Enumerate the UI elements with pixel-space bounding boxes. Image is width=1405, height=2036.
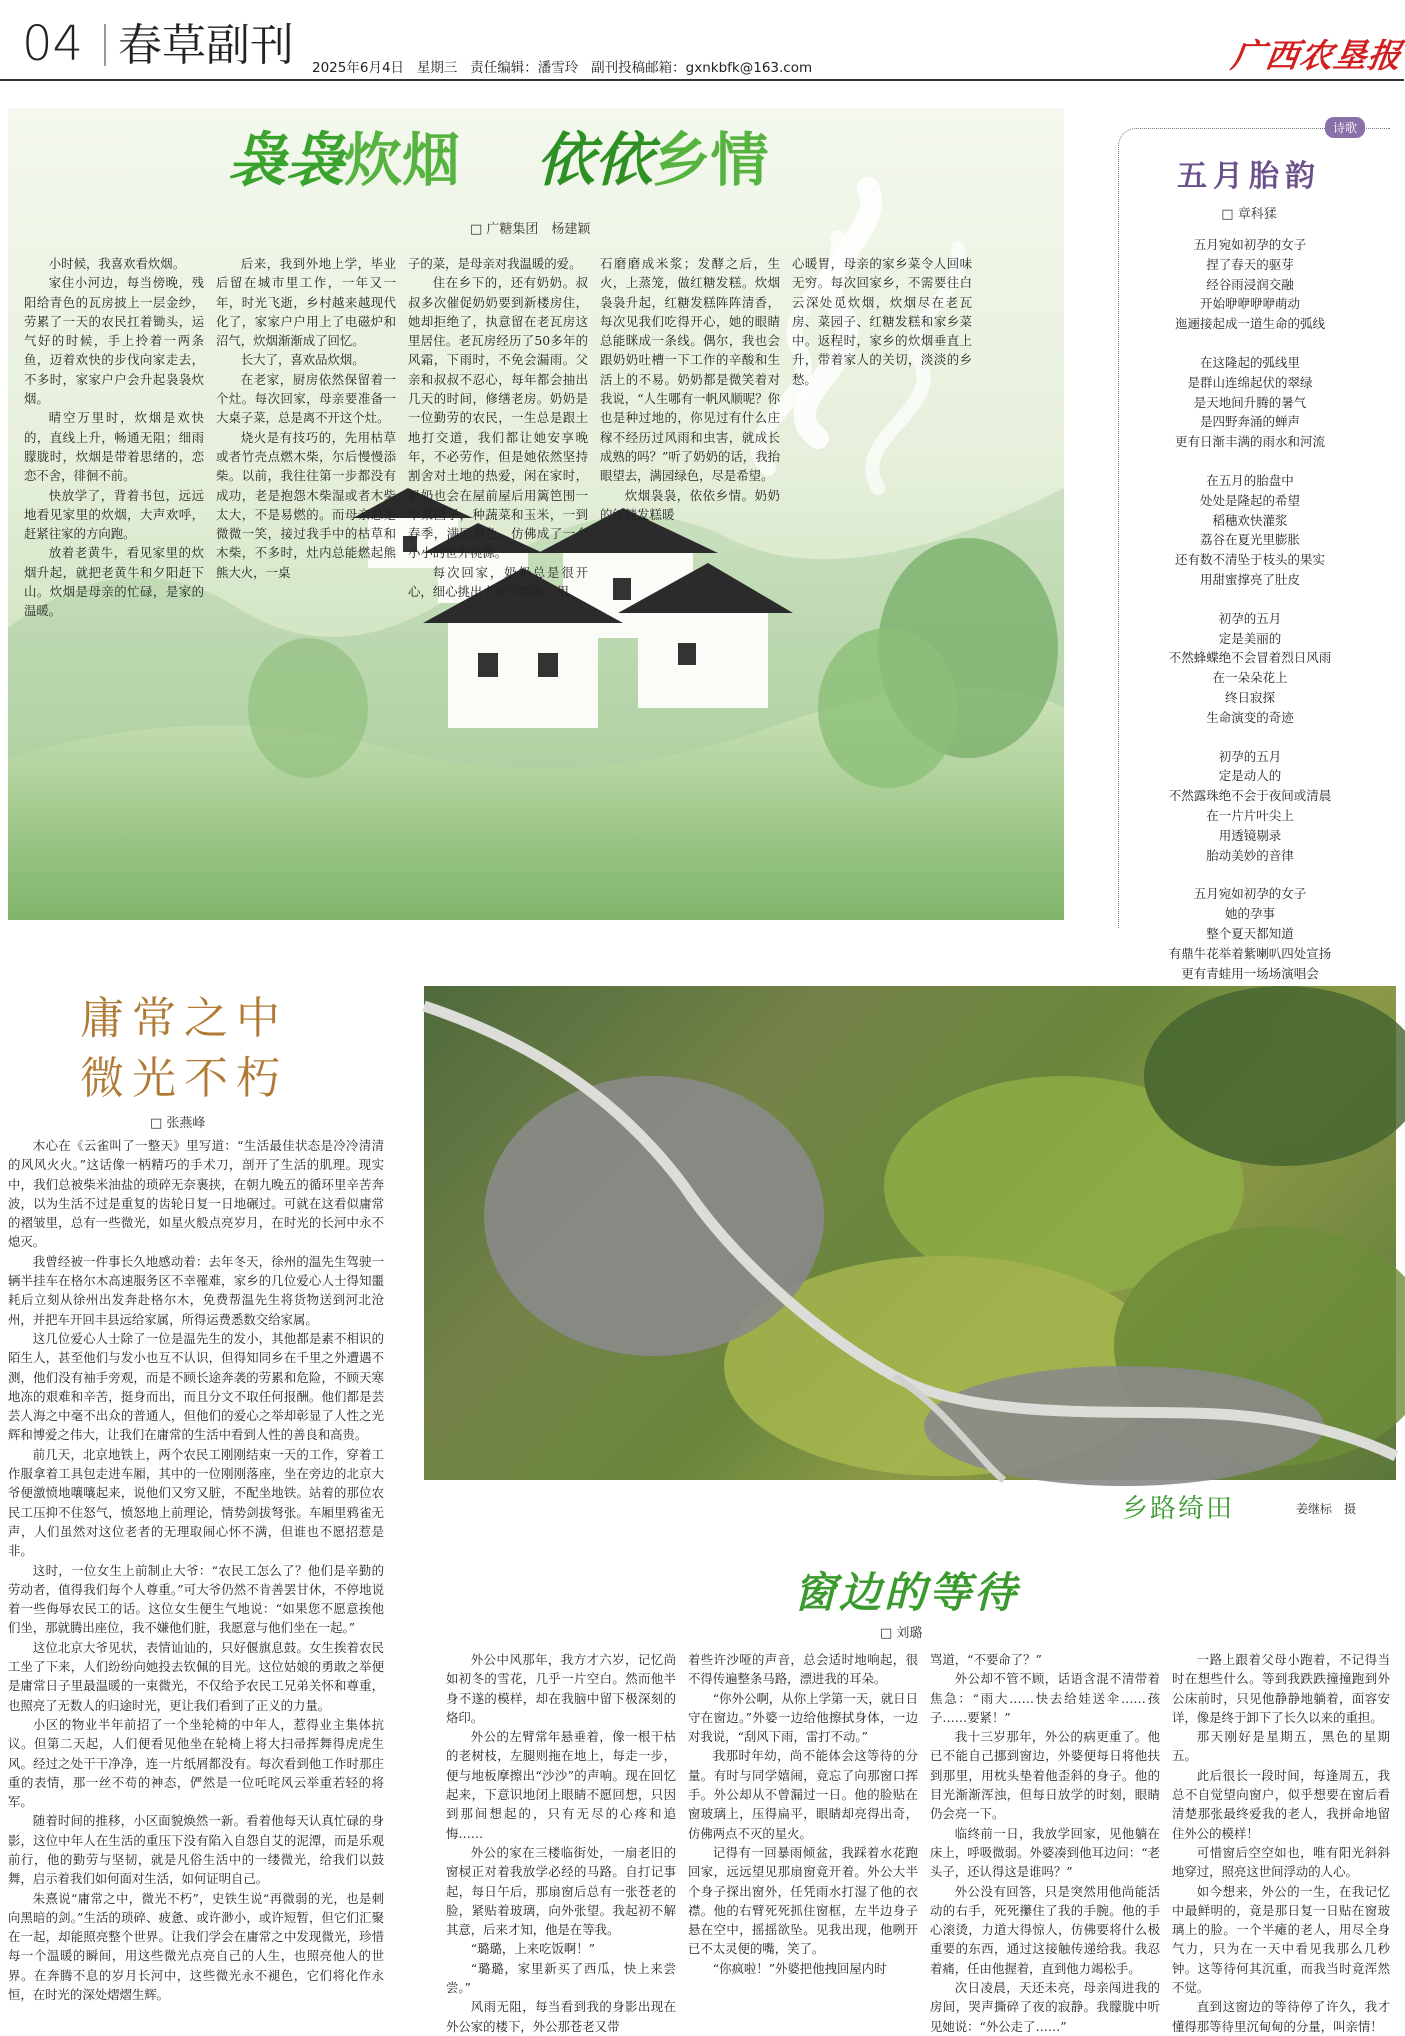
poem-line: 在一片片叶尖上 (1206, 807, 1294, 823)
paragraph: 这几位爱心人士除了一位是温先生的发小，其他都是素不相识的陌生人，甚至他们与发小也互不认识，但得知同乡在千里之外遭遇不测，他们没有袖手旁观，而是不顾长途奔袭的劳累和危险，不顾天寒地冻的艰难和辛苦，挺身而出，而且分文不取任何报酬。他们都是芸芸人海之中毫不出众的普通人，但他们的爱心之举却彰显了人性之光辉和博爱之伟大，让我们在庸常的生活中看到人性的善良和高贵。 (8, 1330, 384, 1443)
poem-line: 在五月的胎盘中 (1206, 472, 1294, 488)
poem-line: 是天地间升腾的暑气 (1193, 394, 1307, 410)
poem-line: 还有数不清坠于枝头的果实 (1174, 552, 1325, 568)
paragraph: 木心在《云雀叫了一整天》里写道：“生活最佳状态是冷冷清清的风风火火。”这话像一柄精巧的手术刀，剖开了生活的肌理。现实中，我们总被柴米油盐的琐碎无奈裹挟，在朝九晚五的循环里辛苦奔波，以为生活不过是重复的齿轮日复一日地碾过。可就在这看似庸常的褶皱里，总有一些微光，如星火般点亮岁月，在时光的长河中永不熄灭。 (8, 1138, 384, 1250)
poem-line: 她的孕事 (1224, 906, 1275, 922)
article3 (424, 1540, 1396, 2034)
paragraph: 着些许沙哑的声音，总会适时地响起，很不得传遍整条马路，漂进我的耳朵。 (688, 1652, 918, 1687)
title-word-3: 依依 (536, 126, 653, 194)
poem-line: 用甜蜜撑亮了肚皮 (1199, 571, 1300, 587)
header-date: 2025年6月4日 (312, 60, 405, 76)
poem-line: 是四野奔涌的蝉声 (1199, 414, 1300, 430)
paragraph: “你外公啊，从你上学第一天，就日日守在窗边。”外婆一边给他擦拭身体，一边对我说，“刮风下雨，雷打不动。” (688, 1690, 918, 1745)
paragraph: 这位北京大爷见状，表情讪讪的，只好偃旗息鼓。女生挨着农民工坐了下来，人们纷纷向她投去钦佩的目光。这位姑娘的勇敢之举便是庸常日子里最温暖的一束微光，不仅给予农民工兄弟关怀和尊重，也照亮了无数人的归途时光，更让我们看到了正义的力量。 (8, 1639, 384, 1713)
poem-line: 胎动美妙的音律 (1206, 847, 1294, 863)
paragraph: 直到这窗边的等待停了许久，我才懂得那等待里沉甸甸的分量，叫亲情！ (1172, 1999, 1390, 2034)
poem-line: 更有青蛙用一场场演唱会 (1181, 965, 1319, 981)
paragraph: 此后很长一段时间，每逢周五，我总不自觉望向窗户，似乎想要在窗后看清楚那张最终爱我的老人，我拼命地留住外公的模样！ (1172, 1767, 1390, 1841)
article1-panel (8, 108, 1064, 920)
paragraph: “璐璐，家里新买了西瓜，快上来尝尝。” (446, 1960, 676, 1996)
article2-title-line1: 庸常之中 (80, 993, 288, 1044)
poem-line: 经谷雨浸润交融 (1206, 276, 1294, 292)
article3-byline: □ 刘璐 (880, 1626, 923, 1641)
paragraph: 心暖胃，母亲的家乡菜令人回味无穷。每次回家乡，不需要往白云深处觅炊烟，炊烟尽在老瓦房、菜园子、红糖发糕和家乡菜中。返程时，家乡的炊烟垂直上升，带着家人的关切，淡淡的乡愁。 (792, 256, 972, 387)
paragraph: 外公却不管不顾，话语含混不清带着焦急：“雨大……快去给娃送伞……孩子……要紧！” (930, 1671, 1160, 1725)
article2-title-line2: 微光不朽 (80, 1053, 288, 1104)
paragraph: 小时候，我喜欢看炊烟。 (48, 256, 186, 271)
newspaper-logo: 广西农垦报 (1228, 36, 1405, 75)
header-info (312, 56, 812, 76)
paragraph: 住在乡下的，还有奶奶。叔叔多次催促奶奶要到新楼房住，她却拒绝了，执意留在老瓦房这里居住。老瓦房经历了50多年的风霜，下雨时，不免会漏雨。父亲和叔叔不忍心，每年都会抽出几天的时间，修缮老房。奶奶是一位勤劳的农民，一生总是跟土地打交道，我们都让她安享晚年，不必劳作，但是她依然坚持割舍对土地的热爱，闲在家时，奶奶也会在屋前屋后用篱笆围一个菜园子，种蔬菜和玉米，一到春季，满园春色，仿佛成了一个小小的世外桃源。 (408, 275, 588, 561)
poem-author: □ 章科猱 (1221, 207, 1277, 222)
paragraph: 外公没有回答，只是突然用他尚能活动的右手，死死攥住了我的手腕。他的手心滚烫，力道大得惊人，仿佛要将什么极重要的东西，通过这接触传递给我。我忍着痛，任由他握着，直到他力竭松手。 (930, 1883, 1160, 1976)
article1-col-2 (216, 254, 396, 614)
poem-title: 五月胎韵 (1177, 159, 1321, 194)
poem-line: 有鼎牛花举着紫喇叭四处宣扬 (1168, 945, 1332, 961)
header-email: 副刊投稿邮箱：gxnkbfk@163.com (591, 60, 813, 76)
poem-line: 处处是隆起的希望 (1199, 492, 1300, 508)
paragraph: “你疯啦！”外婆把他拽回屋内时 (712, 1960, 887, 1976)
section-title: 春草副刊 (118, 20, 294, 71)
paragraph: 朱熹说“庸常之中，微光不朽”，史铁生说“再微弱的光，也是刺向黑暗的剑。”生活的琐碎、疲惫、或许渺小，或许短暂，但它们汇聚在一起，却能照亮整个世界。让我们学会在庸常之中发现微光，珍惜每一个温暖的瞬间，用这些微光点亮自己的人生，也照亮他人的世界。在奔腾不息的岁月长河中，这些微光永不褪色，它们将化作永恒，在时光的深处熠熠生辉。 (8, 1890, 384, 2003)
article3-col-4 (1172, 1650, 1390, 2034)
page-header (0, 0, 1404, 80)
paragraph: 如今想来，外公的一生，在我记忆中最鲜明的，竟是那日复一日贴在窗玻璃上的脸。一个半瘫的老人，用尽全身气力，只为在一天中看见我那么几秒钟。这等待何其沉重，而我当时竟浑然不觉。 (1172, 1883, 1390, 1996)
article1-col-4 (600, 254, 780, 614)
poem-line: 荔谷在夏光里膨胀 (1199, 532, 1300, 548)
photo-caption: 乡路绮田 (1122, 1494, 1235, 1524)
article1-col-1 (24, 254, 204, 619)
article3-col-2 (688, 1650, 918, 2018)
poem-line: 是群山连绵起伏的翠绿 (1187, 374, 1313, 390)
poem-tag: 诗歌 (1325, 117, 1365, 138)
poem-line: 整个夏天都知道 (1206, 925, 1294, 941)
paragraph: 石磨磨成米浆；发酵之后，生火，上蒸笼，做红糖发糕。炊烟袅袅升起，红糖发糕阵阵清香，每次见我们吃得开心，她的眼睛总能眯成一条线。偶尔，我也会跟奶奶吐槽一下工作的辛酸和生活上的不易。奶奶都是微笑着对我说，“人生哪有一帆风顺呢？你也是种过地的，你见过有什么庄稼不经历过风雨和虫害，就成长成熟的吗？”听了奶奶的话，我抬眼望去，满园绿色，尽是希望。 (600, 256, 780, 484)
title-word-4: 乡情 (652, 126, 769, 194)
paragraph: 炊烟袅袅，依依乡情。奶奶的红糖发糕暖 (600, 487, 780, 522)
paragraph: 这时，一位女生上前制止大爷：“农民工怎么了？他们是辛勤的劳动者，值得我们每个人尊重。”可大爷仍然不肯善罢甘休，不停地说着一些侮辱农民工的话。这位女生便生气地说：“如果您不愿意挨他们坐，那就腾出座位，我不嫌他们脏，我愿意与他们坐在一起。” (8, 1562, 384, 1636)
paragraph: 子的菜，是母亲对我温暖的爱。 (408, 256, 582, 271)
header-editor: 责任编辑：潘雪玲 (470, 60, 579, 76)
poem-line: 稻穗欢快灌浆 (1212, 512, 1288, 528)
aerial-photo-art (424, 986, 1396, 1480)
article3-col-3 (930, 1650, 1160, 2034)
article3-title: 窗边的等待 (794, 1568, 1020, 1617)
poem-line: 更有日渐丰满的雨水和河流 (1174, 434, 1325, 450)
paragraph: 随着时间的推移，小区面貌焕然一新。看着他每天认真忙碌的身影，这位中年人在生活的重压下没有陷入自怨自艾的泥潭，而是乐观前行，他的勤劳与坚韧，就是凡俗生活中的一缕微光，给我们以鼓舞，启示着我们如何面对生活，如何证明自己。 (8, 1813, 384, 1887)
paragraph: 长大了，喜欢品炊烟。 (240, 352, 365, 368)
article2 (0, 960, 420, 2020)
article2-body (8, 1136, 384, 2012)
poem-line: 终日寂探 (1224, 689, 1275, 705)
paragraph: 晴空万里时，炊烟是欢快的，直线上升，畅通无阻；细雨朦胧时，炊烟是带着思绪的，恋恋不舍，徘徊不前。 (24, 410, 204, 484)
header-divider (104, 24, 106, 66)
paragraph: 我曾经被一件事长久地感动着：去年冬天，徐州的温先生驾驶一辆半挂车在格尔木高速服务区不幸罹难，家乡的几位爱心人士得知噩耗后立刻从徐州出发奔赴格尔木，免费帮温先生将货物送到河北沧州，并把车开回丰县远给家属，所得运费悉数交给家属。 (8, 1253, 384, 1327)
paragraph: “璐璐，上来吃饭啊！” (470, 1941, 595, 1957)
header-rule (0, 79, 1404, 81)
paragraph: 外公的左臂常年悬垂着，像一根干枯的老树枝，左腿则拖在地上，每走一步，便与地板摩擦出“沙沙”的声响。现在回忆起来，下意识地闭上眼睛不愿回想，只因到那间想起的，只有无尽的心疼和追悔…… (446, 1729, 676, 1841)
header-weekday: 星期三 (416, 60, 458, 76)
paragraph: 可惜窗后空空如也，唯有阳光斜斜地穿过，照亮这世间浮动的人心。 (1172, 1844, 1390, 1880)
paragraph: 后来，我到外地上学，毕业后留在城市里工作，一年又一年，时光飞逝，乡村越来越现代化了，家家户户用上了电磁炉和沼气，炊烟渐渐成了回忆。 (216, 256, 396, 349)
poem-line: 不然露珠绝不会于夜间或清晨 (1168, 788, 1332, 804)
poem-line: 在这隆起的弧线里 (1199, 354, 1300, 370)
aerial-photo (424, 986, 1396, 1480)
paragraph: 风雨无阻，每当看到我的身影出现在外公家的楼下，外公那苍老又带 (446, 1999, 676, 2034)
paragraph: 外公的家在三楼临街处，一扇老旧的窗棂正对着我放学必经的马路。自打记事起，每日午后，那扇窗后总有一张苍老的脸，紧贴着玻璃，向外张望。我起初不解其意，后来才知，他是在等我。 (446, 1844, 676, 1938)
poem-line: 在一朵朵花上 (1212, 670, 1288, 686)
paragraph: 骂道，“不要命了？” (930, 1652, 1042, 1667)
poem-line: 生命演变的奇迹 (1206, 709, 1294, 725)
poem-line: 用透镜剔录 (1218, 827, 1282, 843)
photo-credit: 姜继标 摄 (1296, 1502, 1357, 1516)
paragraph: 记得有一回暴雨倾盆，我踩着水花跑回家，远远望见那扇窗竟开着。外公大半个身子探出窗外，任凭雨水打湿了他的衣襟。他的右臂死死抓住窗框，左半边身子悬在空中，摇摇欲坠。见我出现，他咧开已不太灵便的嘴，笑了。 (688, 1844, 918, 1957)
title-word-2: 炊烟 (344, 126, 461, 194)
paragraph: 临终前一日，我放学回家，见他躺在床上，呼吸微弱。外婆凑到他耳边问：“老头子，还认得这是谁吗？” (930, 1825, 1160, 1880)
paragraph: 次日凌晨，天还未亮，母亲闯进我的房间，哭声撕碎了夜的寂静。我朦胧中听见她说：“外公走了……” (930, 1980, 1160, 2034)
paragraph: 我十三岁那年，外公的病更重了。他已不能自己挪到窗边，外婆便每日将他扶到那里，用枕头垫着他歪斜的身子。他的目光渐渐浑浊，但每日放学的时刻，眼睛仍会亮一下。 (930, 1729, 1160, 1822)
article1-col-3 (408, 254, 588, 614)
article1-title (228, 128, 768, 192)
paragraph: 在老家，厨房依然保留着一个灶。每次回家，母亲要准备一大桌子菜，总是离不开这个灶。 (216, 371, 396, 426)
poem-line: 不然蜂蝶绝不会冒着烈日风雨 (1168, 650, 1332, 666)
poem-box (1118, 121, 1390, 981)
poem-line: 五月宛如初孕的女子 (1193, 886, 1307, 902)
poem-line: 捏了春天的驱芽 (1206, 256, 1294, 272)
title-word-1: 袅袅 (228, 126, 345, 194)
paragraph: 快放学了，背着书包，远远地看见家里的炊烟，大声欢呼，赶紧往家的方向跑。 (24, 487, 204, 542)
poem-line: 五月宛如初孕的女子 (1193, 237, 1307, 252)
paragraph: 前几天，北京地铁上，两个农民工刚刚结束一天的工作，穿着工作服拿着工具包走进车厢，其中的一位刚刚落座，坐在旁边的北京大爷便激愤地嚷嚷起来，说他们又穷又脏，不配坐地铁。站着的那位农民工压抑不住怒气，愤怒地上前理论，情势剑拔弩张。车厢里鸦雀无声，人们虽然对这位老者的无理取闹心怀不满，但谁也不愿招惹是非。 (8, 1446, 384, 1559)
page-number: 04 (22, 16, 84, 72)
paragraph: 每次回家，奶奶总是很开心，细心挑出上好的糯米，用 (408, 564, 588, 600)
poem-line: 初孕的五月 (1218, 610, 1282, 626)
article1-byline: □ 广糖集团 杨建颖 (470, 222, 591, 237)
paragraph: 放着老黄牛，看见家里的炊烟升起，就把老黄牛和夕阳赶下山。炊烟是母亲的忙碌，是家的温暖。 (24, 545, 204, 619)
poem-line: 开始咿咿咿咿萌动 (1199, 296, 1300, 312)
poem-line: 定是动人的 (1218, 768, 1282, 784)
paragraph: 小区的物业半年前招了一个坐轮椅的中年人，惹得业主集体抗议。但第二天起，人们便看见他坐在轮椅上将大扫帚挥舞得虎虎生风。经过之处干干净净，连一片纸屑都没有。每次看到他工作时那庄重的表情，那一丝不苟的神态，俨然是一位吒咤风云举重若轻的将军。 (8, 1716, 384, 1810)
paragraph: 我那时年幼，尚不能体会这等待的分量。有时与同学嬉闹，竟忘了向那窗口挥手。外公却从不曾漏过一日。他的脸贴在窗玻璃上，压得扁平，眼睛却亮得出奇，仿佛两点不灭的星火。 (688, 1748, 918, 1841)
paragraph: 一路上跟着父母小跑着，不记得当时在想些什么。等到我跌跌撞撞跑到外公床前时，只见他静静地躺着，面容安详，像是终于卸下了长久以来的重担。 (1172, 1652, 1390, 1725)
poem-line: 初孕的五月 (1218, 748, 1282, 764)
poem-line: 定是美丽的 (1218, 630, 1282, 646)
poem-body (1119, 235, 1381, 981)
article1-col-5 (792, 254, 972, 454)
poem-line: 迤逦接起成一道生命的弧线 (1174, 316, 1325, 332)
paragraph: 烧火是有技巧的，先用枯草或者竹壳点燃木柴，尔后慢慢添柴。以前，我往往第一步都没有成功，老是抱怨木柴湿或者木柴太大，不是易燃的。而母亲总是微微一笑，接过我手中的枯草和木柴，不多时，灶内总能燃起熊熊大火，一桌 (216, 429, 396, 580)
paragraph: 外公中风那年，我方才六岁，记忆尚如初冬的雪花，几乎一片空白。然而他半身不遂的模样，却在我脑中留下极深刻的烙印。 (446, 1652, 676, 1725)
paragraph: 家住小河边，每当傍晚，残阳给青色的瓦房披上一层金纱，劳累了一天的农民扛着锄头，运气好的时候，手上拎着一两条鱼，迈着欢快的步伐向家走去，不多时，家家户户会升起袅袅炊烟。 (24, 275, 204, 407)
paragraph: 那天刚好是星期五，黑色的星期五。 (1172, 1729, 1390, 1764)
article2-byline: □ 张燕峰 (150, 1116, 206, 1131)
article3-col-1 (446, 1650, 676, 2034)
